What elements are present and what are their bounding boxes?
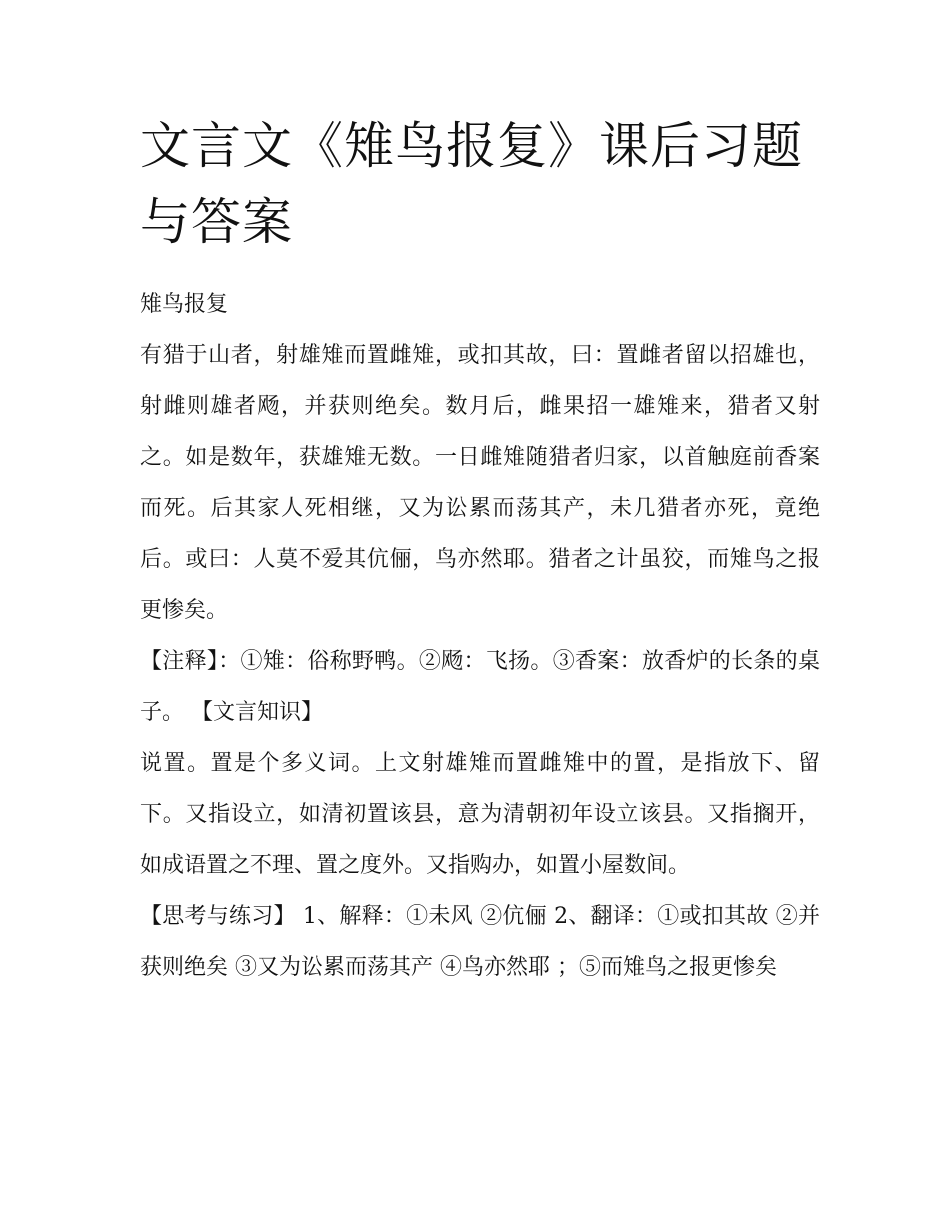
knowledge-paragraph: 说置。置是个多义词。上文射雄雉而置雌雉中的置，是指放下、留下。又指设立，如清初置该县，意为清朝初年设立该县。又指搁开，如成语置之不理、置之度外。又指购办，如置小屋数间。 [140, 751, 820, 878]
document-title: 文言文《雉鸟报复》课后习题与答案 [140, 117, 803, 251]
section-heading: 雉鸟报复 [140, 292, 229, 317]
notes-paragraph: 【注释】：①雉：俗称野鸭。②飏：飞扬。③香案：放香炉的长条的桌子。 【文言知识】 [140, 649, 820, 725]
exercise-paragraph: 【思考与练习】 1、解释：①未风 ②伉俪 2、翻译：①或扣其故 ②并获则绝矣 ③又为讼累而荡其产 ④鸟亦然耶 ；⑤而雉鸟之报更惨矣 [140, 904, 820, 980]
document-body [140, 279, 820, 993]
story-paragraph: 有猎于山者，射雄雉而置雌雉，或扣其故，曰：置雌者留以招雄也，射雌则雄者飏，并获则绝矣。数月后，雌果招一雄雉来，猎者又射之。如是数年，获雄雉无数。一日雌雉随猎者归家，以首触庭前香案而死。后其家人死相继，又为讼累而荡其产，未几猎者亦死，竟绝后。或曰：人莫不爱其伉俪，鸟亦然耶。猎者之计虽狡，而雉鸟之报更惨矣。 [140, 343, 820, 623]
